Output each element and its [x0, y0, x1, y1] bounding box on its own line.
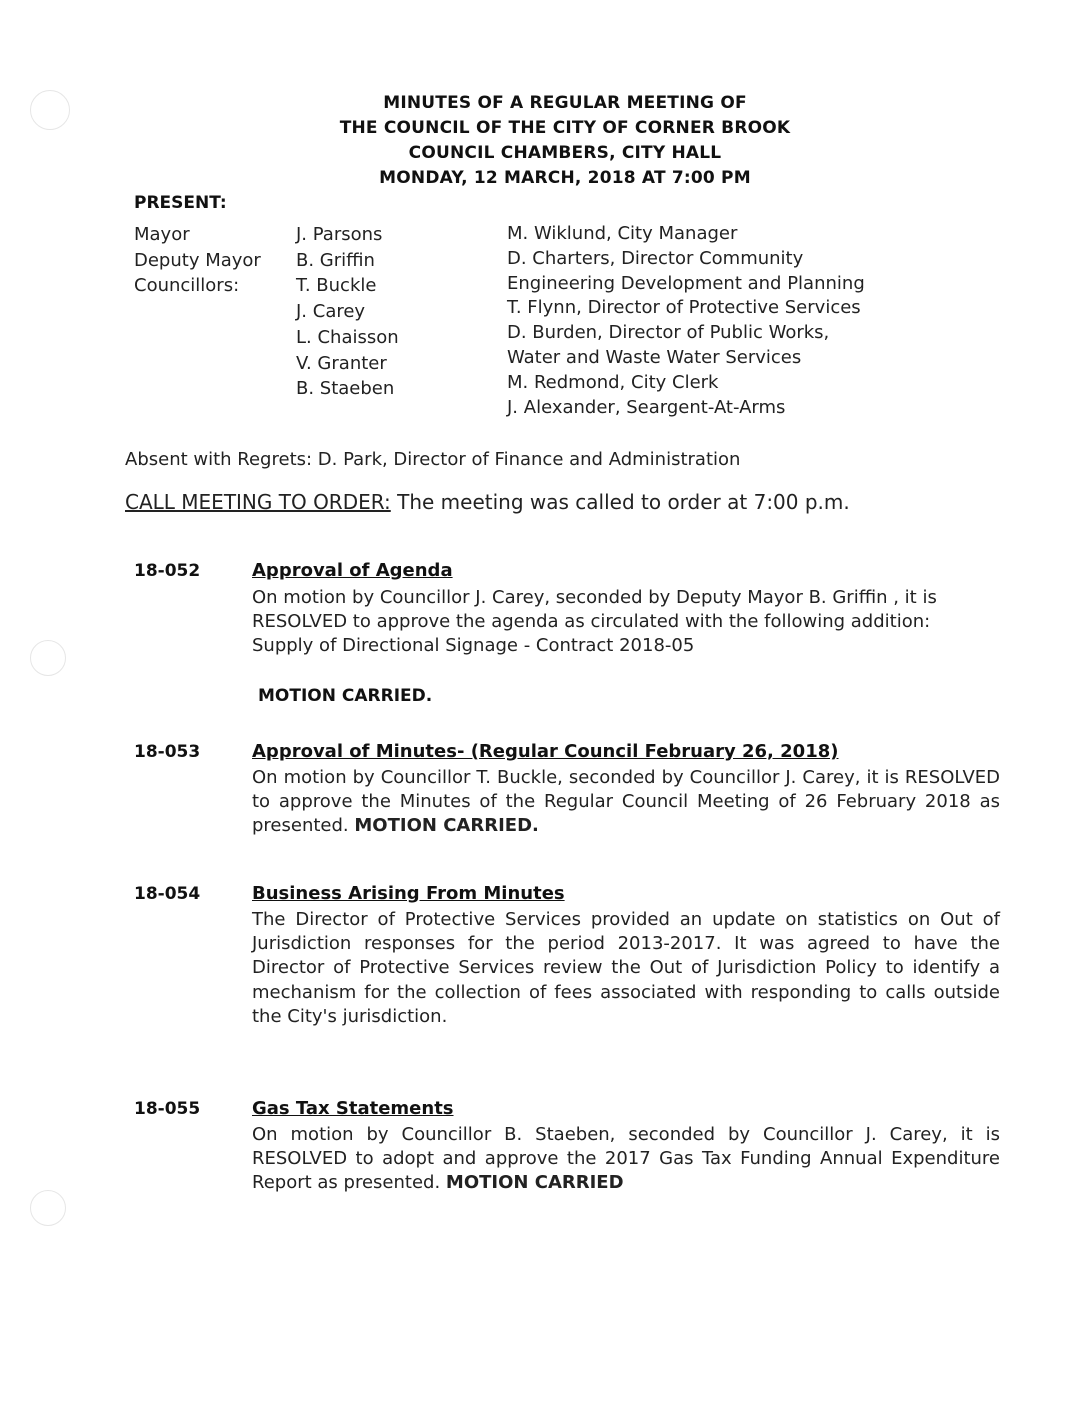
item-body-text: The Director of Protective Services provided an update on statistics on Out of Jurisdiction responses for the period 2013-2017. It was agreed to have the Director of Protective Services review the Out of Jurisdiction Policy to identify a mechanism for the collection of fees associated with responding to calls outside the City's jurisdiction.	[252, 909, 1000, 1027]
role-label: Councillors:	[134, 275, 240, 297]
item-body	[252, 908, 1000, 1029]
absent-with-regrets: Absent with Regrets: D. Park, Director of Finance and Administration	[125, 449, 741, 470]
member-name: V. Granter	[296, 352, 387, 374]
member-name: T. Buckle	[296, 275, 377, 297]
member-name: J. Carey	[296, 301, 366, 323]
names-column	[296, 222, 399, 402]
item-number: 18-053	[134, 742, 201, 762]
roles-column	[134, 222, 261, 299]
item-number: 18-052	[134, 561, 201, 581]
item-title: Business Arising From Minutes	[252, 883, 565, 904]
item-number: 18-055	[134, 1099, 201, 1119]
title-line: THE COUNCIL OF THE CITY OF CORNER BROOK	[339, 118, 791, 138]
call-to-order-text: The meeting was called to order at 7:00 p.m.	[390, 490, 850, 514]
item-number: 18-054	[134, 884, 201, 904]
item-body	[252, 1123, 1000, 1196]
member-name: B. Griffin	[296, 249, 375, 271]
title-line: COUNCIL CHAMBERS, CITY HALL	[408, 143, 722, 163]
staff-line: M. Redmond, City Clerk	[507, 371, 719, 393]
role-label: Mayor	[134, 224, 190, 245]
staff-line: D. Burden, Director of Public Works,	[507, 322, 830, 344]
call-to-order	[125, 490, 850, 514]
present-heading: PRESENT:	[134, 193, 227, 213]
staff-line: D. Charters, Director Community	[507, 247, 804, 269]
motion-carried: MOTION CARRIED.	[258, 686, 433, 706]
staff-line: Water and Waste Water Services	[507, 346, 802, 368]
motion-carried: MOTION CARRIED	[445, 1172, 624, 1194]
item-body-text: Supply of Directional Signage - Contract 2018-05	[252, 635, 695, 657]
member-name: L. Chaisson	[296, 326, 399, 348]
item-body	[252, 586, 1000, 659]
document-title	[200, 91, 930, 191]
staff-column	[507, 222, 865, 420]
item-title: Approval of Agenda	[252, 560, 453, 581]
item-body-text: On motion by Councillor T. Buckle, seconded by Councillor J. Carey, it is RESOLVED to approve the Minutes of the Regular Council Meeting of 26 February 2018 as presented.	[252, 767, 1000, 837]
punch-hole-mark	[30, 640, 66, 676]
call-to-order-label: CALL MEETING TO ORDER:	[125, 490, 391, 514]
punch-hole-mark	[30, 1190, 66, 1226]
staff-line: Engineering Development and Planning	[507, 272, 865, 294]
item-body-text: On motion by Councillor J. Carey, seconded by Deputy Mayor B. Griffin , it is RESOLVED to approve the agenda as circulated with the following addition:	[252, 587, 937, 633]
item-body	[252, 766, 1000, 839]
staff-line: J. Alexander, Seargent-At-Arms	[507, 396, 786, 418]
item-title: Approval of Minutes- (Regular Council February 26, 2018)	[252, 741, 839, 762]
member-name: J. Parsons	[296, 224, 383, 245]
title-line: MINUTES OF A REGULAR MEETING OF	[383, 93, 747, 113]
motion-carried: MOTION CARRIED.	[354, 815, 539, 837]
member-name: B. Staeben	[296, 378, 395, 400]
title-line: MONDAY, 12 MARCH, 2018 AT 7:00 PM	[379, 168, 751, 188]
item-title: Gas Tax Statements	[252, 1098, 454, 1119]
punch-hole-mark	[30, 90, 70, 130]
staff-line: T. Flynn, Director of Protective Services	[507, 297, 861, 319]
item-body-text: On motion by Councillor B. Staeben, seconded by Councillor J. Carey, it is RESOLVED to adopt and approve the 2017 Gas Tax Funding Annual Expenditure Report as presented.	[252, 1124, 1000, 1194]
staff-line: M. Wiklund, City Manager	[507, 223, 738, 244]
role-label: Deputy Mayor	[134, 249, 261, 271]
